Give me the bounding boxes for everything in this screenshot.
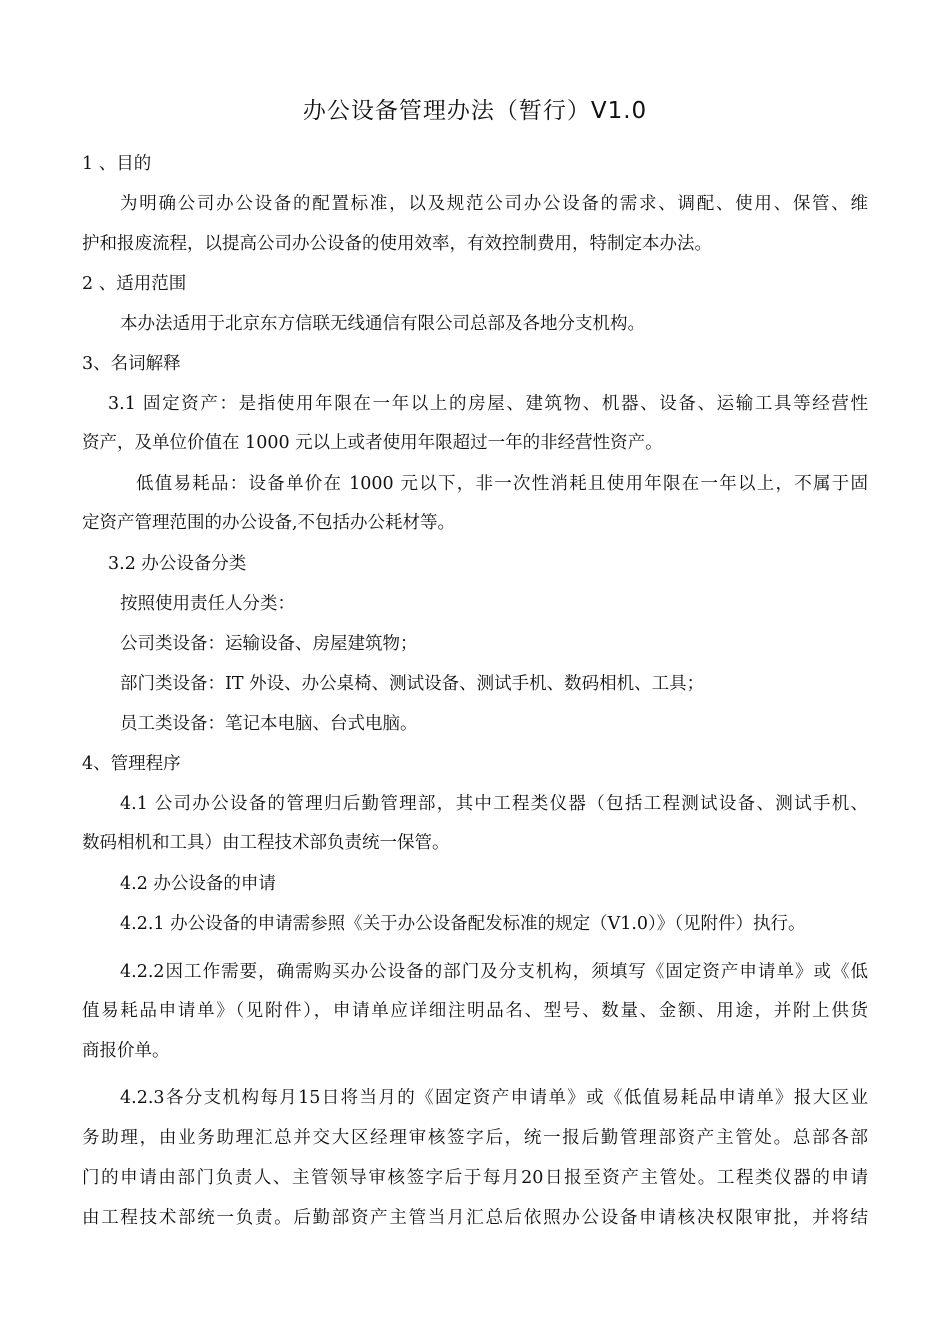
paragraph-line: 资产，及单位价值在 1000 元以上或者使用年限超过一年的非经营性资产。 [82, 433, 663, 453]
paragraph-line: 商报价单。 [82, 1041, 170, 1061]
subsection-heading-classification: 3.2 办公设备分类 [108, 554, 247, 574]
section-heading-definitions: 3、名词解释 [82, 354, 181, 374]
paragraph-line: 4.2.3各分支机构每月15日将当月的《固定资产申请单》或《低值易耗品申请单》报大区业 [120, 1088, 868, 1108]
section-heading-purpose: 1 、目的 [82, 154, 152, 174]
paragraph-line: 由工程技术部统一负责。后勤部资产主管当月汇总后依照办公设备申请核决权限审批，并将结 [82, 1208, 868, 1228]
paragraph-line: 公司类设备：运输设备、房屋建筑物； [120, 634, 418, 654]
paragraph-line: 4.2.1 办公设备的申请需参照《关于办公设备配发标准的规定（V1.0）》（见附件）执行。 [120, 914, 806, 934]
section-heading-procedure: 4、管理程序 [82, 754, 181, 774]
paragraph-line: 按照使用责任人分类： [120, 594, 295, 614]
paragraph-line: 4.2.2因工作需要，确需购买办公设备的部门及分支机构，须填写《固定资产申请单》或《低 [120, 962, 868, 982]
paragraph-line: 员工类设备：笔记本电脑、台式电脑。 [120, 714, 418, 734]
paragraph-line: 部门类设备：IT 外设、办公桌椅、测试设备、测试手机、数码相机、工具； [120, 674, 705, 694]
paragraph-line: 3.1 固定资产：是指使用年限在一年以上的房屋、建筑物、机器、设备、运输工具等经营性 [108, 394, 868, 414]
paragraph-line: 定资产管理范围的办公设备,不包括办公耗材等。 [82, 513, 456, 533]
paragraph-line: 为明确公司办公设备的配置标准，以及规范公司办公设备的需求、调配、使用、保管、维 [120, 194, 868, 214]
paragraph-line: 4.1 公司办公设备的管理归后勤管理部，其中工程类仪器（包括工程测试设备、测试手机、 [120, 794, 868, 814]
paragraph-line: 务助理，由业务助理汇总并交大区经理审核签字后，统一报后勤管理部资产主管处。总部各部 [82, 1128, 868, 1148]
section-heading-scope: 2 、适用范围 [82, 274, 187, 294]
document-title: 办公设备管理办法（暂行）V1.0 [302, 98, 648, 124]
paragraph-line: 门的申请由部门负责人、主管领导审核签字后于每月20日报至资产主管处。工程类仪器的申请 [82, 1168, 868, 1188]
paragraph-line: 护和报废流程，以提高公司办公设备的使用效率，有效控制费用，特制定本办法。 [82, 234, 712, 254]
paragraph-line: 本办法适用于北京东方信联无线通信有限公司总部及各地分支机构。 [120, 314, 645, 334]
subsection-heading-application: 4.2 办公设备的申请 [120, 874, 276, 894]
paragraph-line: 值易耗品申请单》（见附件），申请单应详细注明品名、型号、数量、金额、用途，并附上供货 [82, 1001, 868, 1021]
paragraph-line: 低值易耗品：设备单价在 1000 元以下，非一次性消耗且使用年限在一年以上，不属于固 [136, 474, 868, 494]
paragraph-line: 数码相机和工具）由工程技术部负责统一保管。 [82, 833, 450, 853]
